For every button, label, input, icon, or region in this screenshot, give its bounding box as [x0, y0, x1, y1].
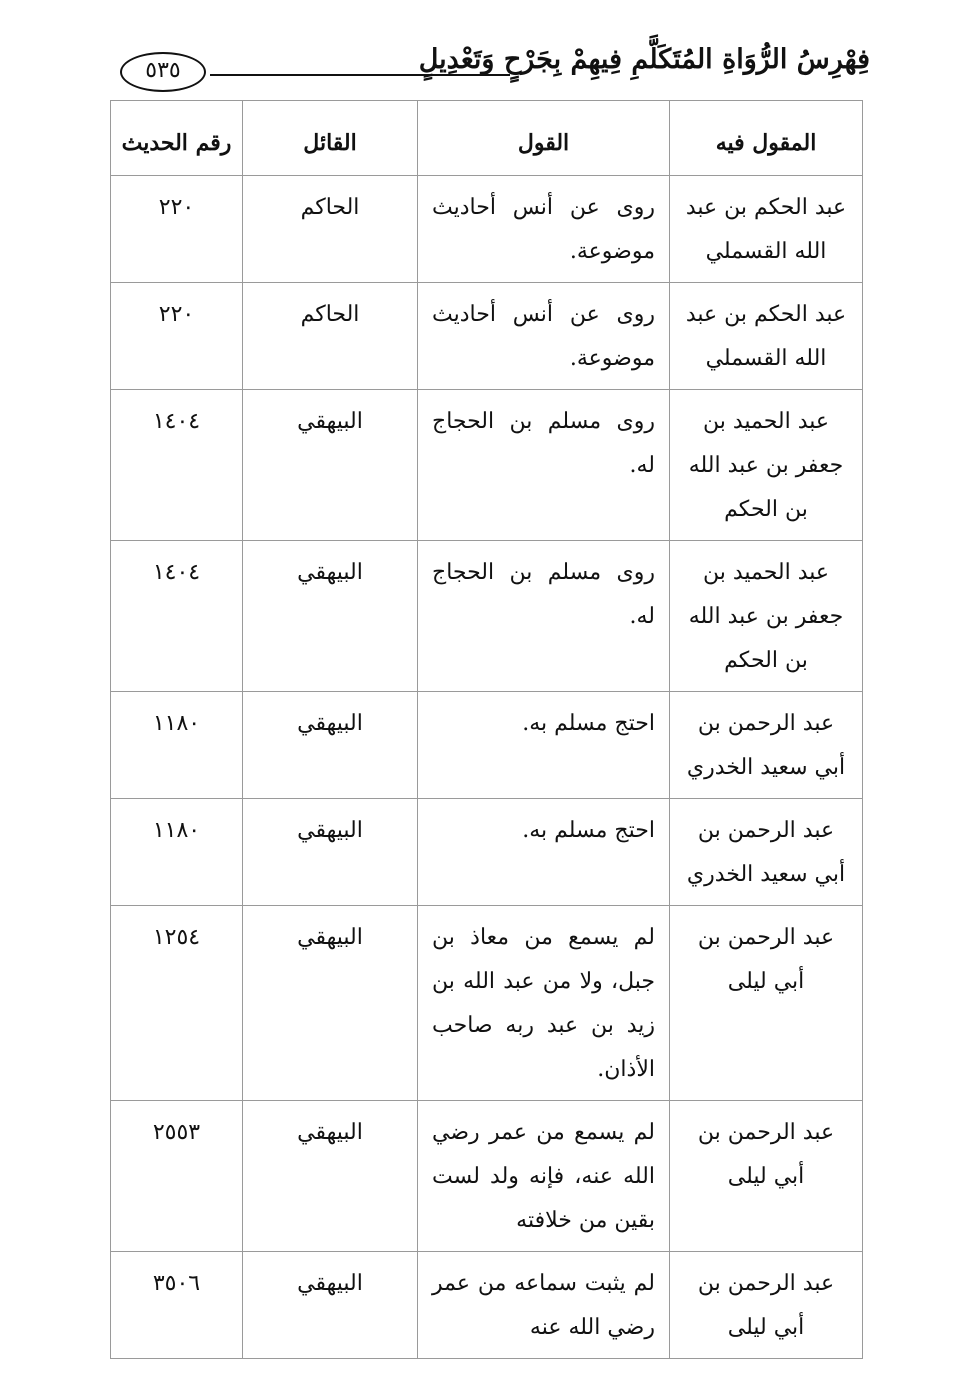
cell-sayer: البيهقي [243, 1101, 418, 1252]
cell-subject: عبد الرحمن بن أبي سعيد الخدري [670, 692, 863, 799]
header-subject: المقول فيه [670, 101, 863, 176]
cell-sayer: البيهقي [243, 692, 418, 799]
cell-hadith-number: ١٤٠٤ [111, 541, 243, 692]
cell-hadith-number: ٢٢٠ [111, 176, 243, 283]
table-row [111, 176, 863, 283]
table-row [111, 692, 863, 799]
table-row [111, 906, 863, 1101]
cell-sayer: البيهقي [243, 541, 418, 692]
cell-subject: عبد الحميد بن جعفر بن عبد الله بن الحكم [670, 390, 863, 541]
cell-hadith-number: ١١٨٠ [111, 692, 243, 799]
table-row [111, 390, 863, 541]
cell-subject: عبد الرحمن بن أبي ليلى [670, 1252, 863, 1359]
cell-subject: عبد الرحمن بن أبي سعيد الخدري [670, 799, 863, 906]
narrators-table [110, 100, 863, 1359]
table-row [111, 1252, 863, 1359]
cell-hadith-number: ٣٥٠٦ [111, 1252, 243, 1359]
cell-subject: عبد الحكم بن عبد الله القسملي [670, 283, 863, 390]
cell-sayer: البيهقي [243, 906, 418, 1101]
cell-subject: عبد الرحمن بن أبي ليلى [670, 906, 863, 1101]
cell-subject: عبد الحميد بن جعفر بن عبد الله بن الحكم [670, 541, 863, 692]
cell-hadith-number: ١٢٥٤ [111, 906, 243, 1101]
table-row [111, 283, 863, 390]
page-header [110, 40, 870, 100]
cell-saying: لم يثبت سماعه من عمر رضي الله عنه [418, 1252, 670, 1359]
table-header-row [111, 101, 863, 176]
cell-saying: احتج مسلم به. [418, 692, 670, 799]
narrators-table-wrap [110, 100, 862, 1359]
cell-subject: عبد الرحمن بن أبي ليلى [670, 1101, 863, 1252]
header-sayer: القائل [243, 101, 418, 176]
cell-sayer: الحاكم [243, 283, 418, 390]
table-row [111, 541, 863, 692]
page-number: ٥٣٥ [120, 52, 206, 92]
cell-saying: لم يسمع من معاذ بن جبل، ولا من عبد الله بن زيد بن عبد ربه صاحب الأذان. [418, 906, 670, 1101]
cell-saying: روى مسلم بن الحجاج له. [418, 541, 670, 692]
header-saying: القول [418, 101, 670, 176]
header-rule [210, 74, 510, 76]
cell-hadith-number: ١٤٠٤ [111, 390, 243, 541]
cell-sayer: البيهقي [243, 390, 418, 541]
cell-sayer: البيهقي [243, 799, 418, 906]
cell-hadith-number: ٢٥٥٣ [111, 1101, 243, 1252]
cell-sayer: الحاكم [243, 176, 418, 283]
cell-saying: روى مسلم بن الحجاج له. [418, 390, 670, 541]
table-row [111, 1101, 863, 1252]
running-title: فِهْرِسُ الرُّوَاةِ المُتَكَلَّمِ فِيهِمْ بِجَرْحٍ وَتَعْدِيلٍ [418, 44, 870, 75]
cell-saying: روى عن أنس أحاديث موضوعة. [418, 176, 670, 283]
cell-saying: روى عن أنس أحاديث موضوعة. [418, 283, 670, 390]
cell-saying: لم يسمع من عمر رضي الله عنه، فإنه ولد لست بقين من خلافته [418, 1101, 670, 1252]
cell-hadith-number: ١١٨٠ [111, 799, 243, 906]
table-row [111, 799, 863, 906]
cell-saying: احتج مسلم به. [418, 799, 670, 906]
cell-hadith-number: ٢٢٠ [111, 283, 243, 390]
cell-sayer: البيهقي [243, 1252, 418, 1359]
header-hadith-number: رقم الحديث [111, 101, 243, 176]
cell-subject: عبد الحكم بن عبد الله القسملي [670, 176, 863, 283]
